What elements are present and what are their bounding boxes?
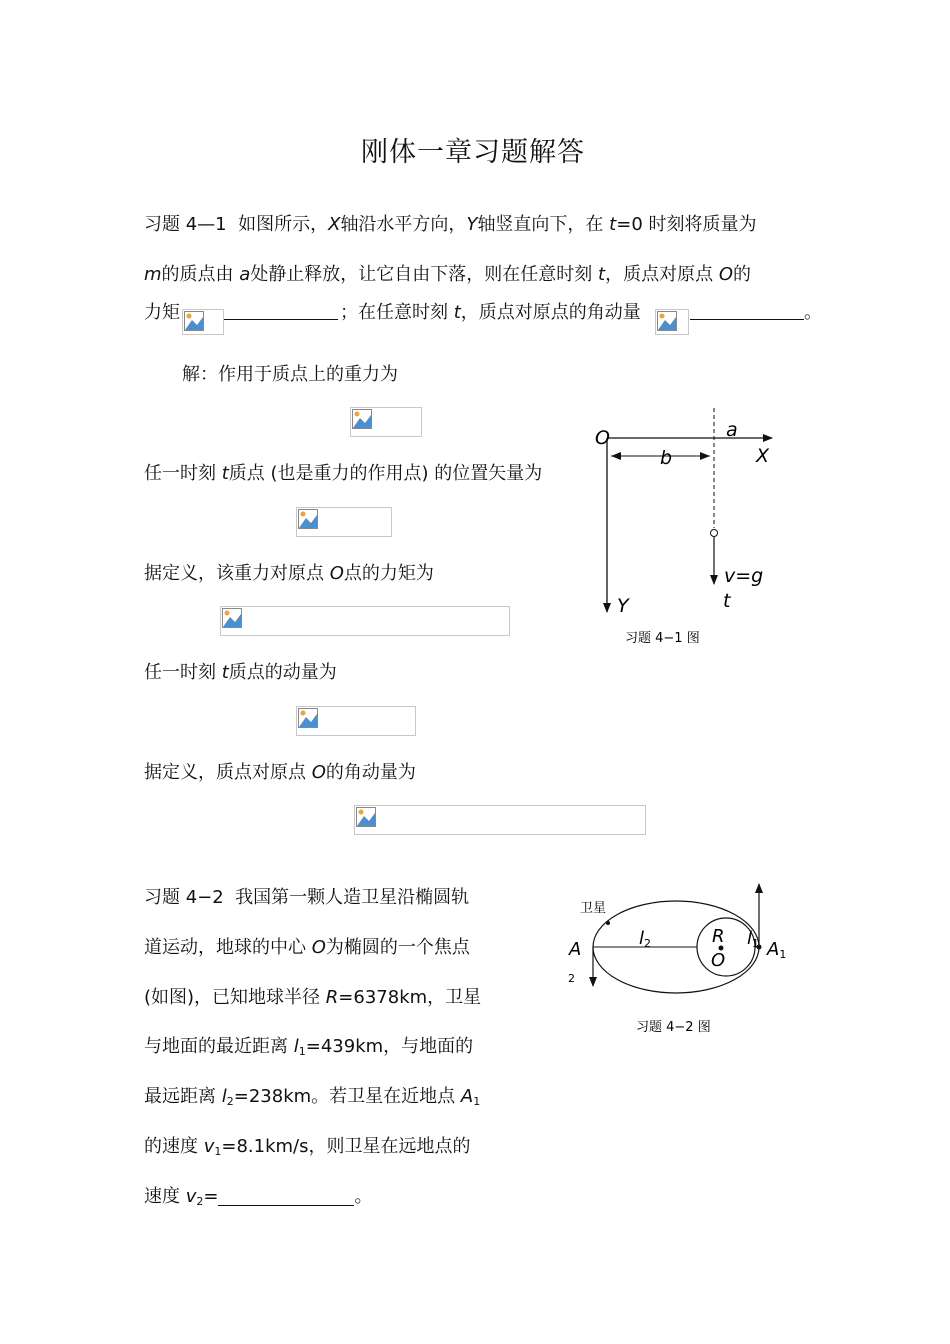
solution-line-1: 解：作用于质点上的重力为 <box>182 364 398 385</box>
R-label: R <box>712 926 725 947</box>
problem-4-2-line-7: 速度 $v_2=$ 。 <box>144 1186 373 1208</box>
solution-line-2: 任一时刻 t质点 (也是重力的作用点) 的位置矢量为 <box>144 463 543 484</box>
a-label: a <box>726 419 738 441</box>
velocity-label: v=g <box>724 565 764 587</box>
answer-blank-v2[interactable] <box>218 1187 354 1206</box>
problem-4-1-line-3: 力矩 <box>144 302 180 323</box>
l1-label: l1 <box>747 928 760 950</box>
particle <box>711 530 718 537</box>
problem-4-2-line-5: 最远距离 $l_2=238km$。若卫星在近地点 $A_1$ <box>144 1086 481 1108</box>
problem-4-2-line-3: (如图)，已知地球半径 R=6378km，卫星 <box>144 987 482 1008</box>
torque-formula-image <box>182 309 224 335</box>
broken-image-icon <box>657 311 677 331</box>
figure-4-1 <box>580 400 800 650</box>
solution-line-5: 据定义，质点对原点 O的角动量为 <box>144 762 416 783</box>
period: 。 <box>804 302 822 323</box>
problem-label: 习题 4—1 <box>144 214 227 235</box>
O-label: O <box>711 950 726 971</box>
position-vector-image <box>296 507 392 537</box>
figure-4-1-caption: 习题 4−1 图 <box>625 631 700 646</box>
gravity-formula-image <box>350 407 422 437</box>
problem-4-2-line-6: 的速度 $v_1=8.1km/s$，则卫星在远地点的 <box>144 1136 471 1158</box>
broken-image-icon <box>184 311 204 331</box>
broken-image-icon <box>298 509 318 529</box>
broken-image-icon <box>352 409 372 429</box>
y-label: Y <box>617 595 629 617</box>
origin-label: O <box>595 427 610 449</box>
problem-4-1-line-2: m的质点由 a处静止释放，让它自由下落，则在任意时刻 t，质点对原点 O的 <box>144 264 752 285</box>
solution-line-4: 任一时刻 t质点的动量为 <box>144 662 337 683</box>
figure-4-2 <box>560 876 800 1046</box>
broken-image-icon <box>298 708 318 728</box>
problem-label: 习题 4−2 <box>144 887 224 908</box>
x-label: X <box>756 445 770 467</box>
page-title: 刚体一章习题解答 <box>361 137 585 168</box>
torque-result-image <box>220 606 510 636</box>
angular-momentum-result-image <box>354 805 646 835</box>
satellite-label: 卫星 <box>580 901 607 916</box>
angular-momentum-formula-image <box>655 309 689 335</box>
momentum-image <box>296 706 416 736</box>
broken-image-icon <box>222 608 242 628</box>
b-label: b <box>660 447 673 469</box>
answer-blank-torque[interactable] <box>224 319 338 320</box>
A1-label: A1 <box>767 939 787 961</box>
velocity-label-t: t <box>723 590 731 612</box>
A2-label: A <box>569 939 582 960</box>
problem-4-2-line-1: 习题 4−2 我国第一颗人造卫星沿椭圆轨 <box>144 887 470 908</box>
A2-subscript: 2 <box>568 972 575 985</box>
answer-blank-angular-momentum[interactable] <box>690 319 804 320</box>
satellite-dot <box>606 921 610 925</box>
broken-image-icon <box>356 807 376 827</box>
figure-4-2-caption: 习题 4−2 图 <box>636 1020 711 1035</box>
problem-4-2-line-4: 与地面的最近距离 $l_1=439km$，与地面的 <box>144 1036 474 1058</box>
l2-label: l2 <box>639 928 652 950</box>
problem-4-1-line-1: 习题 4—1 如图所示，X轴沿水平方向，Y轴竖直向下，在 t=0 时刻将质量为 <box>144 214 757 235</box>
solution-line-3: 据定义，该重力对原点 O点的力矩为 <box>144 563 434 584</box>
problem-4-1-line-3b: ；在任意时刻 t，质点对原点的角动量 <box>340 302 641 323</box>
problem-4-2-line-2: 道运动，地球的中心 O为椭圆的一个焦点 <box>144 937 470 958</box>
